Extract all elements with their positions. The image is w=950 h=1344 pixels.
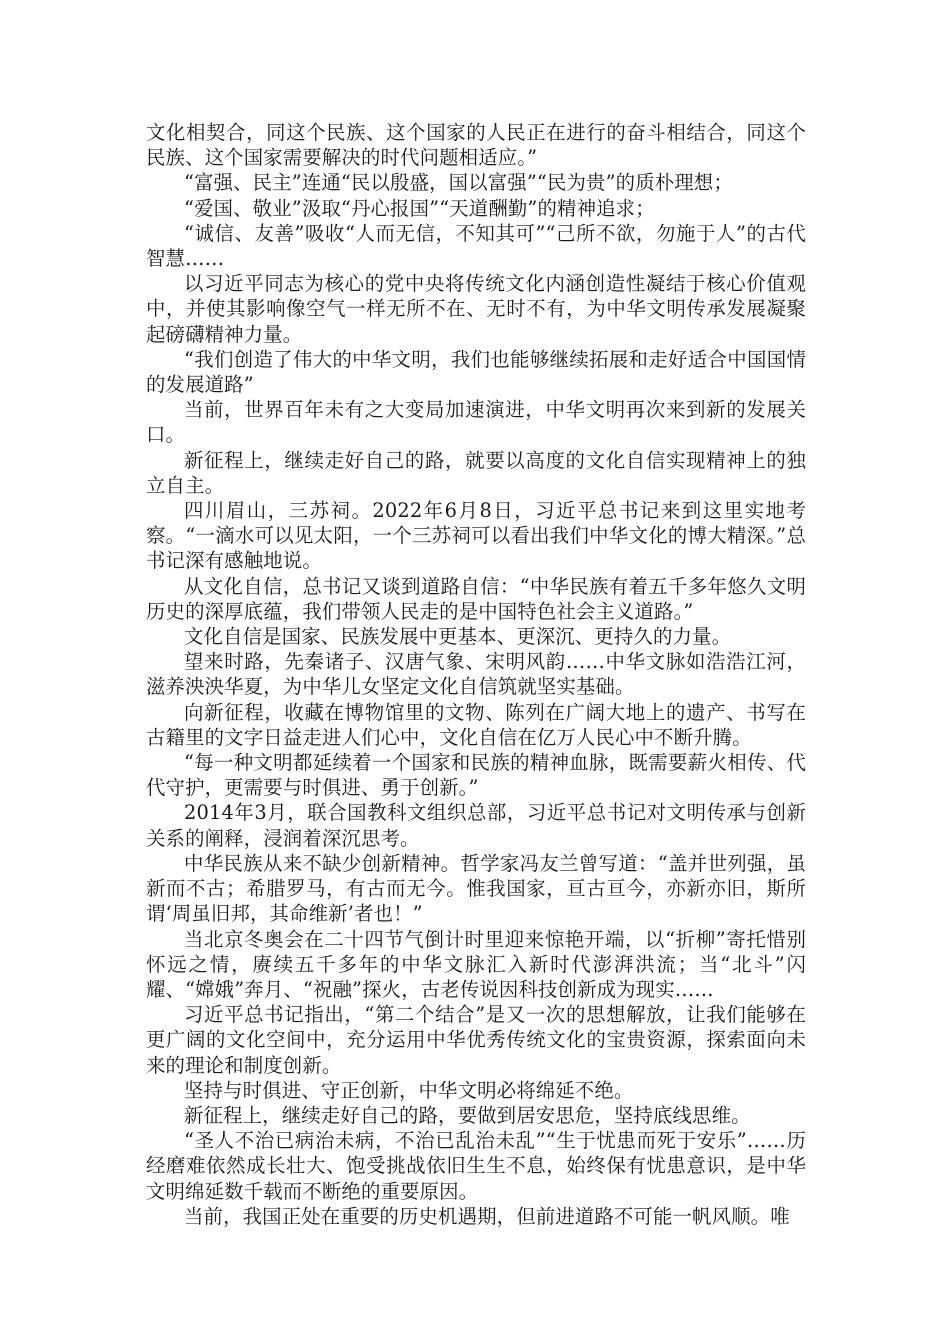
paragraph: 中华民族从来不缺少创新精神。哲学家冯友兰曾写道：“盖并世列强，虽新而不古；希腊罗马，有古而无今。惟我国家，亘古亘今，亦新亦旧，斯所谓‘周虽旧邦，其命维新’者也！” xyxy=(146,851,806,926)
paragraph: 文化相契合，同这个民族、这个国家的人民正在进行的奋斗相结合，同这个民族、这个国家需要解决的时代问题相适应。” xyxy=(146,121,806,170)
paragraph: “诚信、友善”吸收“人而无信，不知其可”“己所不欲，勿施于人”的古代智慧…… xyxy=(146,221,806,271)
paragraph: 四川眉山，三苏祠。2022年6月8日，习近平总书记来到这里实地考察。“一滴水可以见太阳，一个三苏祠可以看出我们中华文化的博大精深。”总书记深有感触地说。 xyxy=(146,499,806,573)
paragraph: 文化自信是国家、民族发展中更基本、更深沉、更持久的力量。 xyxy=(184,625,732,649)
paragraph: 当北京冬奥会在二十四节气倒计时里迎来惊艳开端，以“折柳”寄托惜别怀远之情，赓续五千多年的中华文脉汇入新时代澎湃洪流；当“北斗”闪耀、“嫦娥”奔月、“祝融”探火，古老传说因科技创新成为现实…… xyxy=(146,927,806,1001)
paragraph: 向新征程，收藏在博物馆里的文物、陈列在广阔大地上的遗产、书写在古籍里的文字日益走进人们心中，文化自信在亿万人民心中不断升腾。 xyxy=(146,700,806,749)
paragraph: 当前，我国正处在重要的历史机遇期，但前进道路不可能一帆风顺。唯 xyxy=(184,1204,790,1228)
paragraph: 习近平总书记指出，“第二个结合”是又一次的思想解放，让我们能够在更广阔的文化空间中，充分运用中华优秀传统文化的宝贵资源，探索面向未来的理论和制度创新。 xyxy=(146,1003,806,1077)
paragraph: 2014年3月，联合国教科文组织总部，习近平总书记对文明传承与创新关系的阐释，浸润着深沉思考。 xyxy=(146,801,806,850)
paragraph: “我们创造了伟大的中华文明，我们也能够继续拓展和走好适合中国国情的发展道路” xyxy=(146,347,806,397)
paragraph: 从文化自信，总书记又谈到道路自信：“中华民族有着五千多年悠久文明历史的深厚底蕴，我们带领人民走的是中国特色社会主义道路。” xyxy=(146,574,806,623)
paragraph: “爱国、敬业”汲取“丹心报国”“天道酬勤”的精神追求； xyxy=(184,196,655,220)
paragraph: “圣人不治已病治未病，不治已乱治未乱”“生于忧患而死于安乐”……历经磨难依然成长壮大、饱受挑战依旧生生不息，始终保有忧患意识，是中华文明绵延数千载而不断绝的重要原因。 xyxy=(146,1129,806,1203)
paragraph: 新征程上，继续走好自己的路，要做到居安思危，坚持底线思维。 xyxy=(184,1103,751,1127)
paragraph: 当前，世界百年未有之大变局加速演进，中华文明再次来到新的发展关口。 xyxy=(146,398,806,447)
paragraph: 以习近平同志为核心的党中央将传统文化内涵创造性凝结于核心价值观中，并使其影响像空气一样无所不在、无时不有，为中华文明传承发展凝聚起磅礴精神力量。 xyxy=(146,272,806,346)
paragraph: 望来时路，先秦诸子、汉唐气象、宋明风韵……中华文脉如浩浩江河，滋养泱泱华夏，为中华儿女坚定文化自信筑就坚实基础。 xyxy=(146,650,806,699)
document-page xyxy=(146,120,806,1229)
paragraph: “每一种文明都延续着一个国家和民族的精神血脉，既需要薪火相传、代代守护，更需要与时俱进、勇于创新。” xyxy=(146,751,806,800)
paragraph: 坚持与时俱进、守正创新，中华文明必将绵延不绝。 xyxy=(184,1078,634,1102)
paragraph: 新征程上，继续走好自己的路，就要以高度的文化自信实现精神上的独立自主。 xyxy=(146,448,806,497)
paragraph: “富强、民主”连通“民以殷盛，国以富强”“民为贵”的质朴理想； xyxy=(184,171,733,195)
